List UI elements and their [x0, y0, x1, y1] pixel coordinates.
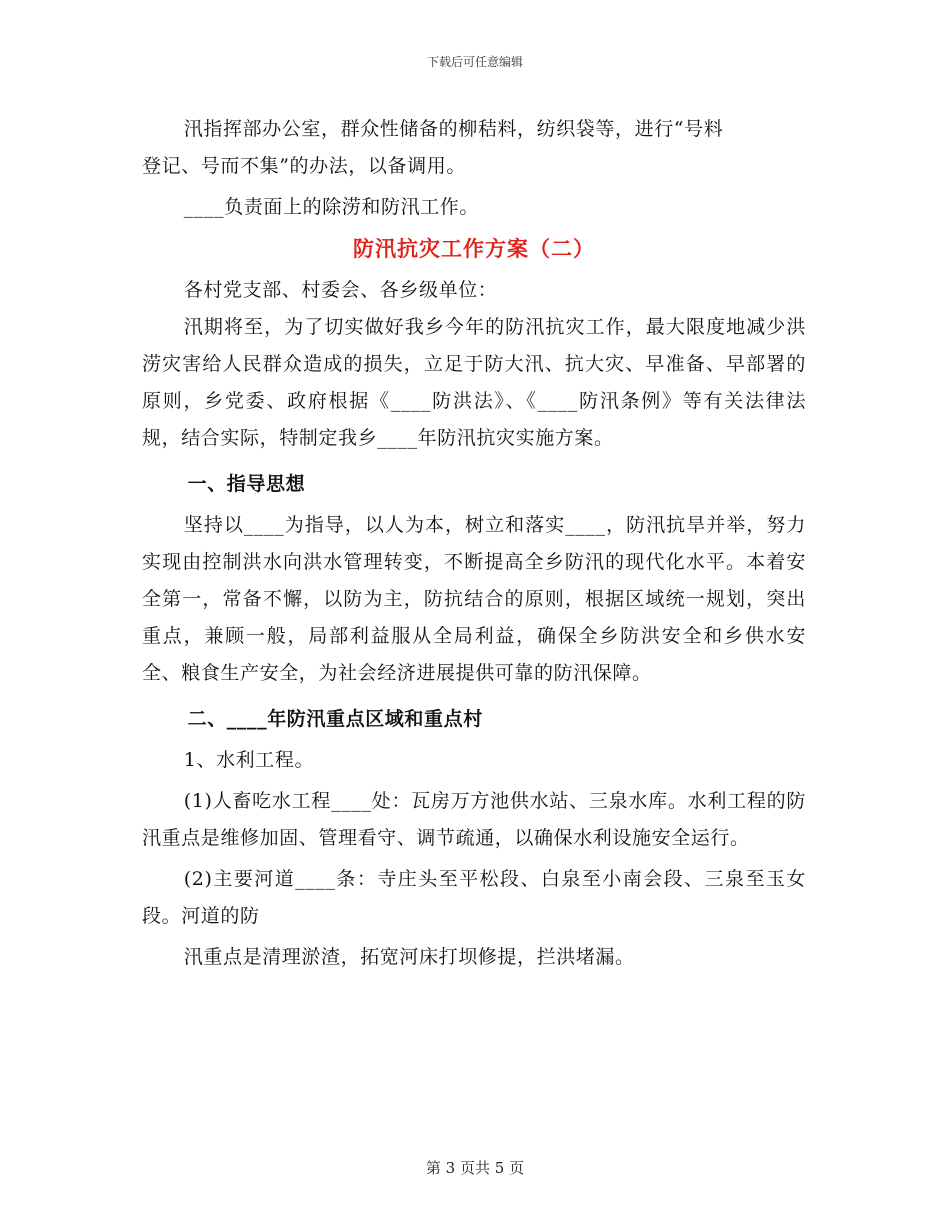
paragraph-responsibility: ____负责面上的除涝和防汛工作。	[183, 196, 479, 218]
section-heading-key-areas: 二、____年防汛重点区域和重点村	[187, 708, 483, 730]
page-number: 第 3 页共 5 页	[425, 1159, 525, 1177]
sub-item-rivers: (2)主要河道____条：寺庄头至平松段、白泉至小南会段、三泉至玉女段。河道的防	[142, 868, 806, 927]
paragraph-continuation-line2: 登记、号而不集”的办法，以备调用。	[142, 155, 466, 177]
page-header: 下载后可任意编辑	[426, 55, 523, 69]
sub-item-drinking-water: (1)人畜吃水工程____处：瓦房万方池供水站、三泉水库。水利工程的防汛重点是维修加固、管理看守、调节疏通，以确保水利设施安全运行。	[142, 790, 806, 849]
sub-item-rivers-continuation: 汛重点是清理淤渣，拓宽河床打坝修提，拦洪堵漏。	[183, 946, 635, 968]
paragraph-continuation-line1: 汛指挥部办公室，群众性储备的柳秸料，纺织袋等，进行“号料	[183, 118, 724, 140]
guiding-thought-paragraph: 坚持以____为指导，以人为本，树立和落实____，防汛抗旱并举，努力实现由控制洪水向洪水管理转变，不断提高全乡防汛的现代化水平。本着安全第一，常备不懈，以防为主，防抗结合的原则，根据区域统一规划，突出重点，兼顾一般，局部利益服从全局利益，确保全乡防洪安全和乡供水安全、粮食生产安全，为社会经济进展提供可靠的防汛保障。	[142, 514, 806, 684]
intro-paragraph: 汛期将至，为了切实做好我乡今年的防汛抗灾工作，最大限度地减少洪涝灾害给人民群众造成的损失，立足于防大汛、抗大灾、早准备、早部署的原则，乡党委、政府根据《____防洪法》、《____防汛条例》等有关法律法规，结合实际，特制定我乡____年防汛抗灾实施方案。	[142, 316, 806, 449]
document-body	[142, 111, 806, 976]
section-heading-guiding-thought: 一、指导思想	[187, 473, 306, 495]
list-item-water-projects: 1、水利工程。	[183, 749, 315, 771]
salutation: 各村党支部、村委会、各乡级单位：	[183, 279, 498, 301]
document-title: 防汛抗灾工作方案（二）	[353, 236, 595, 261]
